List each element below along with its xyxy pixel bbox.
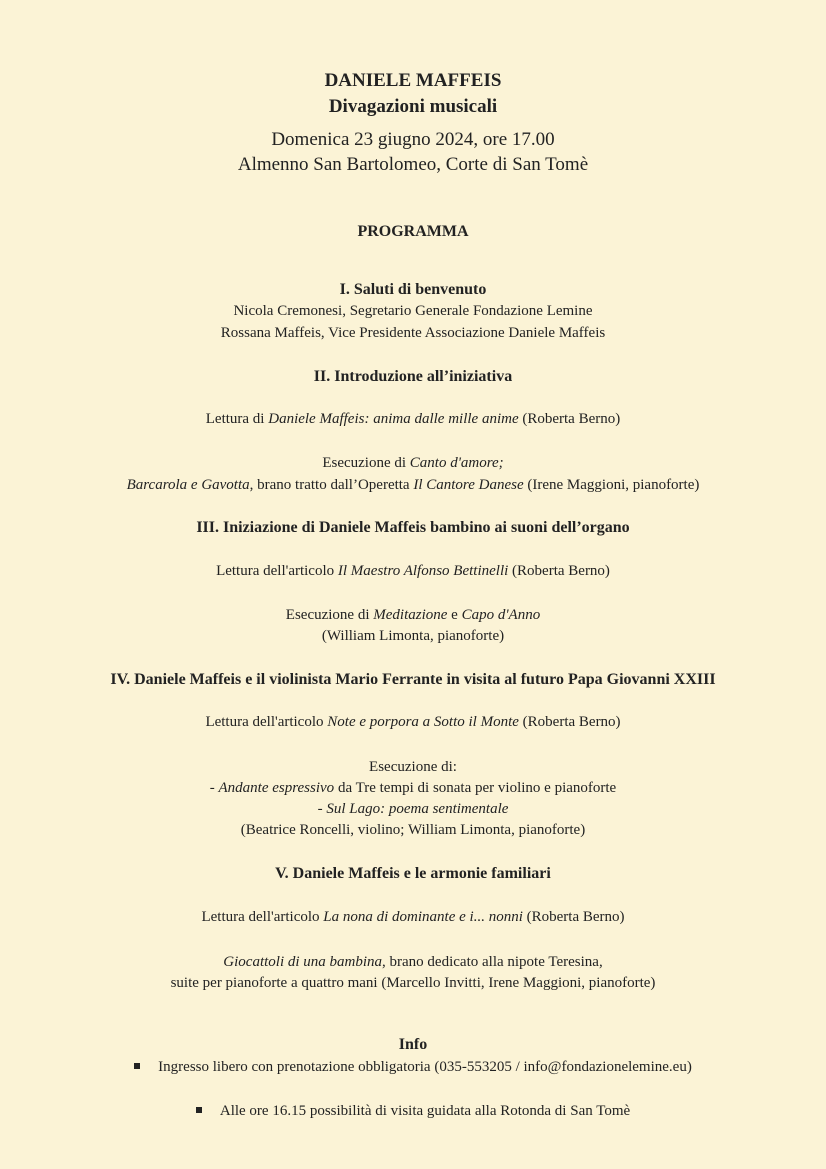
execution-suffix: (Irene Maggioni, pianoforte) [523, 477, 700, 493]
section-4-performers: (Beatrice Roncelli, violino; William Limonta, pianoforte) [240, 822, 586, 838]
section-5-title: V. Daniele Maffeis e le armonie familiari [275, 865, 551, 882]
execution-title-1: Meditazione [373, 607, 448, 623]
section-5-reading [0, 907, 826, 928]
section-4-execution-heading: Esecuzione di: [369, 759, 457, 775]
reading-prefix: Lettura di [205, 411, 269, 427]
execution-title-2: Barcarola e Gavotta [126, 477, 250, 493]
program-heading: PROGRAMMA [357, 223, 469, 240]
section-4-item-1 [0, 778, 826, 799]
item-title: Andante espressivo [218, 780, 335, 796]
reading-title: La nona di dominante e i... nonni [323, 909, 523, 925]
info-item [0, 1100, 826, 1122]
event-date: Domenica 23 giugno 2024, ore 17.00 [271, 129, 555, 150]
section-3-performer: (William Limonta, pianoforte) [321, 628, 505, 644]
reading-suffix: (Roberta Berno) [518, 714, 621, 730]
reading-prefix: Lettura dell'articolo [201, 909, 324, 925]
section-5-piece-line-2: suite per pianoforte a quattro mani (Marcello Invitti, Irene Maggioni, pianoforte) [170, 975, 656, 991]
section-2-title: II. Introduzione all’iniziativa [313, 368, 513, 385]
reading-suffix: (Roberta Berno) [522, 909, 625, 925]
section-1-title: I. Saluti di benvenuto [339, 281, 487, 298]
section-1-line-2: Rossana Maffeis, Vice Presidente Associazione Daniele Maffeis [220, 325, 606, 341]
execution-title: Canto d'amore; [409, 455, 504, 471]
section-3-execution [0, 605, 826, 626]
section-2-execution-line-1 [0, 453, 826, 474]
piece-title: Giocattoli di una bambina [223, 954, 383, 970]
event-place: Almenno San Bartolomeo, Corte di San Tomè [237, 154, 589, 175]
reading-title: Il Maestro Alfonso Bettinelli [337, 563, 509, 579]
section-2-reading [0, 409, 826, 430]
section-1-line-1: Nicola Cremonesi, Segretario Generale Fondazione Lemine [233, 303, 593, 319]
section-4-reading [0, 712, 826, 733]
info-title: Info [398, 1036, 428, 1053]
reading-suffix: (Roberta Berno) [508, 563, 610, 579]
section-2-execution-line-2 [0, 475, 826, 496]
item-title: Sul Lago: poema sentimentale [326, 801, 509, 817]
info-item [0, 1056, 826, 1078]
piece-rest: , brano dedicato alla nipote Teresina, [382, 954, 603, 970]
section-5-piece-line-1 [0, 952, 826, 973]
execution-title-2: Capo d'Anno [461, 607, 541, 623]
section-4-item-2 [0, 799, 826, 820]
execution-opera: Il Cantore Danese [413, 477, 524, 493]
section-3-title: III. Iniziazione di Daniele Maffeis bambino ai suoni dell’organo [196, 519, 630, 536]
execution-prefix: Esecuzione di [285, 607, 374, 623]
item-dash: - [317, 801, 327, 817]
info-item-text: Ingresso libero con prenotazione obbligatoria (035-553205 / info@fondazionelemine.eu) [158, 1059, 692, 1075]
bullet-icon [196, 1107, 202, 1113]
section-3-reading [0, 561, 826, 582]
page-title: DANIELE MAFFEIS [324, 70, 502, 91]
reading-prefix: Lettura dell'articolo [216, 563, 338, 579]
info-item-text: Alle ore 16.15 possibilità di visita guidata alla Rotonda di San Tomè [219, 1103, 631, 1119]
reading-title: Note e porpora a Sotto il Monte [327, 714, 519, 730]
execution-and: e [447, 607, 462, 623]
section-4-title: IV. Daniele Maffeis e il violinista Mario Ferrante in visita al futuro Papa Giovanni XXIII [110, 671, 716, 688]
page-subtitle: Divagazioni musicali [328, 96, 498, 117]
item-rest: da Tre tempi di sonata per violino e pianoforte [334, 780, 617, 796]
reading-suffix: (Roberta Berno) [518, 411, 621, 427]
reading-title: Daniele Maffeis: anima dalle mille anime [268, 411, 519, 427]
execution-mid: , brano tratto dall’Operetta [249, 477, 414, 493]
bullet-icon [134, 1063, 140, 1069]
item-dash: - [209, 780, 219, 796]
execution-prefix: Esecuzione di [322, 455, 410, 471]
reading-prefix: Lettura dell'articolo [205, 714, 328, 730]
